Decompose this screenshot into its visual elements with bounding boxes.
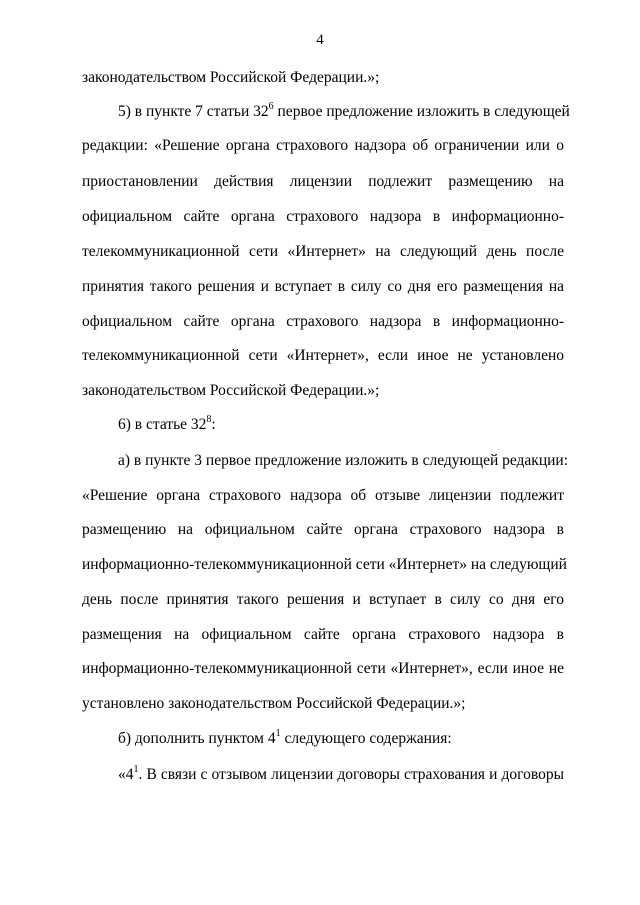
text-line: приостановлении действия лицензии подлежит размещению на (82, 173, 564, 190)
text-line: размещения на официальном сайте органа страхового надзора в (82, 626, 564, 643)
line-text: 6) в статье 32 (118, 416, 207, 433)
text-line: законодательством Российской Федерации.»; (82, 382, 380, 399)
page-number: 4 (316, 32, 324, 48)
text-line: законодательством Российской Федерации.»; (82, 69, 380, 86)
text-line (118, 415, 564, 435)
text-line: размещению на официальном сайте органа страхового надзора в (82, 521, 564, 538)
line-text: 5) в пункте 7 статьи 32 (118, 103, 269, 120)
text-line: принятия такого решения и вступает в силу со дня его размещения на (82, 278, 564, 295)
text-line: установлено законодательством Российской Федерации.»; (82, 695, 466, 712)
text-line: информационно-телекоммуникационной сети «Интернет», если иное не (82, 660, 564, 677)
text-line (118, 765, 564, 785)
superscript: 1 (133, 763, 139, 775)
line-text: . В связи с отзывом лицензии договоры страхования и договоры (138, 766, 564, 783)
superscript: 6 (268, 100, 274, 112)
text-line (118, 729, 564, 749)
text-line: телекоммуникационной сети «Интернет», если иное не установлено (82, 347, 564, 364)
text-line: телекоммуникационной сети «Интернет» на следующий день после (82, 243, 564, 260)
text-line: официальном сайте органа страхового надзора в информационно- (82, 208, 564, 225)
superscript: 8 (206, 413, 212, 425)
superscript: 1 (275, 727, 281, 739)
text-line: «Решение органа страхового надзора об отзыве лицензии подлежит (82, 487, 564, 504)
text-line: редакции: «Решение органа страхового надзора об ограничении или о (82, 137, 564, 154)
text-line: а) в пункте 3 первое предложение изложить в следующей редакции: (118, 452, 569, 469)
text-line (118, 100, 570, 122)
line-text: : (211, 416, 216, 433)
text-line: официальном сайте органа страхового надзора в информационно- (82, 313, 564, 330)
text-line: день после принятия такого решения и вступает в силу со дня его (82, 591, 564, 608)
line-text: «4 (118, 766, 134, 783)
text-line: информационно-телекоммуникационной сети «Интернет» на следующий (82, 556, 567, 573)
line-text: б) дополнить пунктом 4 (118, 730, 276, 747)
line-text: первое предложение изложить в следующей (273, 103, 570, 120)
line-text: следующего содержания: (280, 730, 452, 747)
